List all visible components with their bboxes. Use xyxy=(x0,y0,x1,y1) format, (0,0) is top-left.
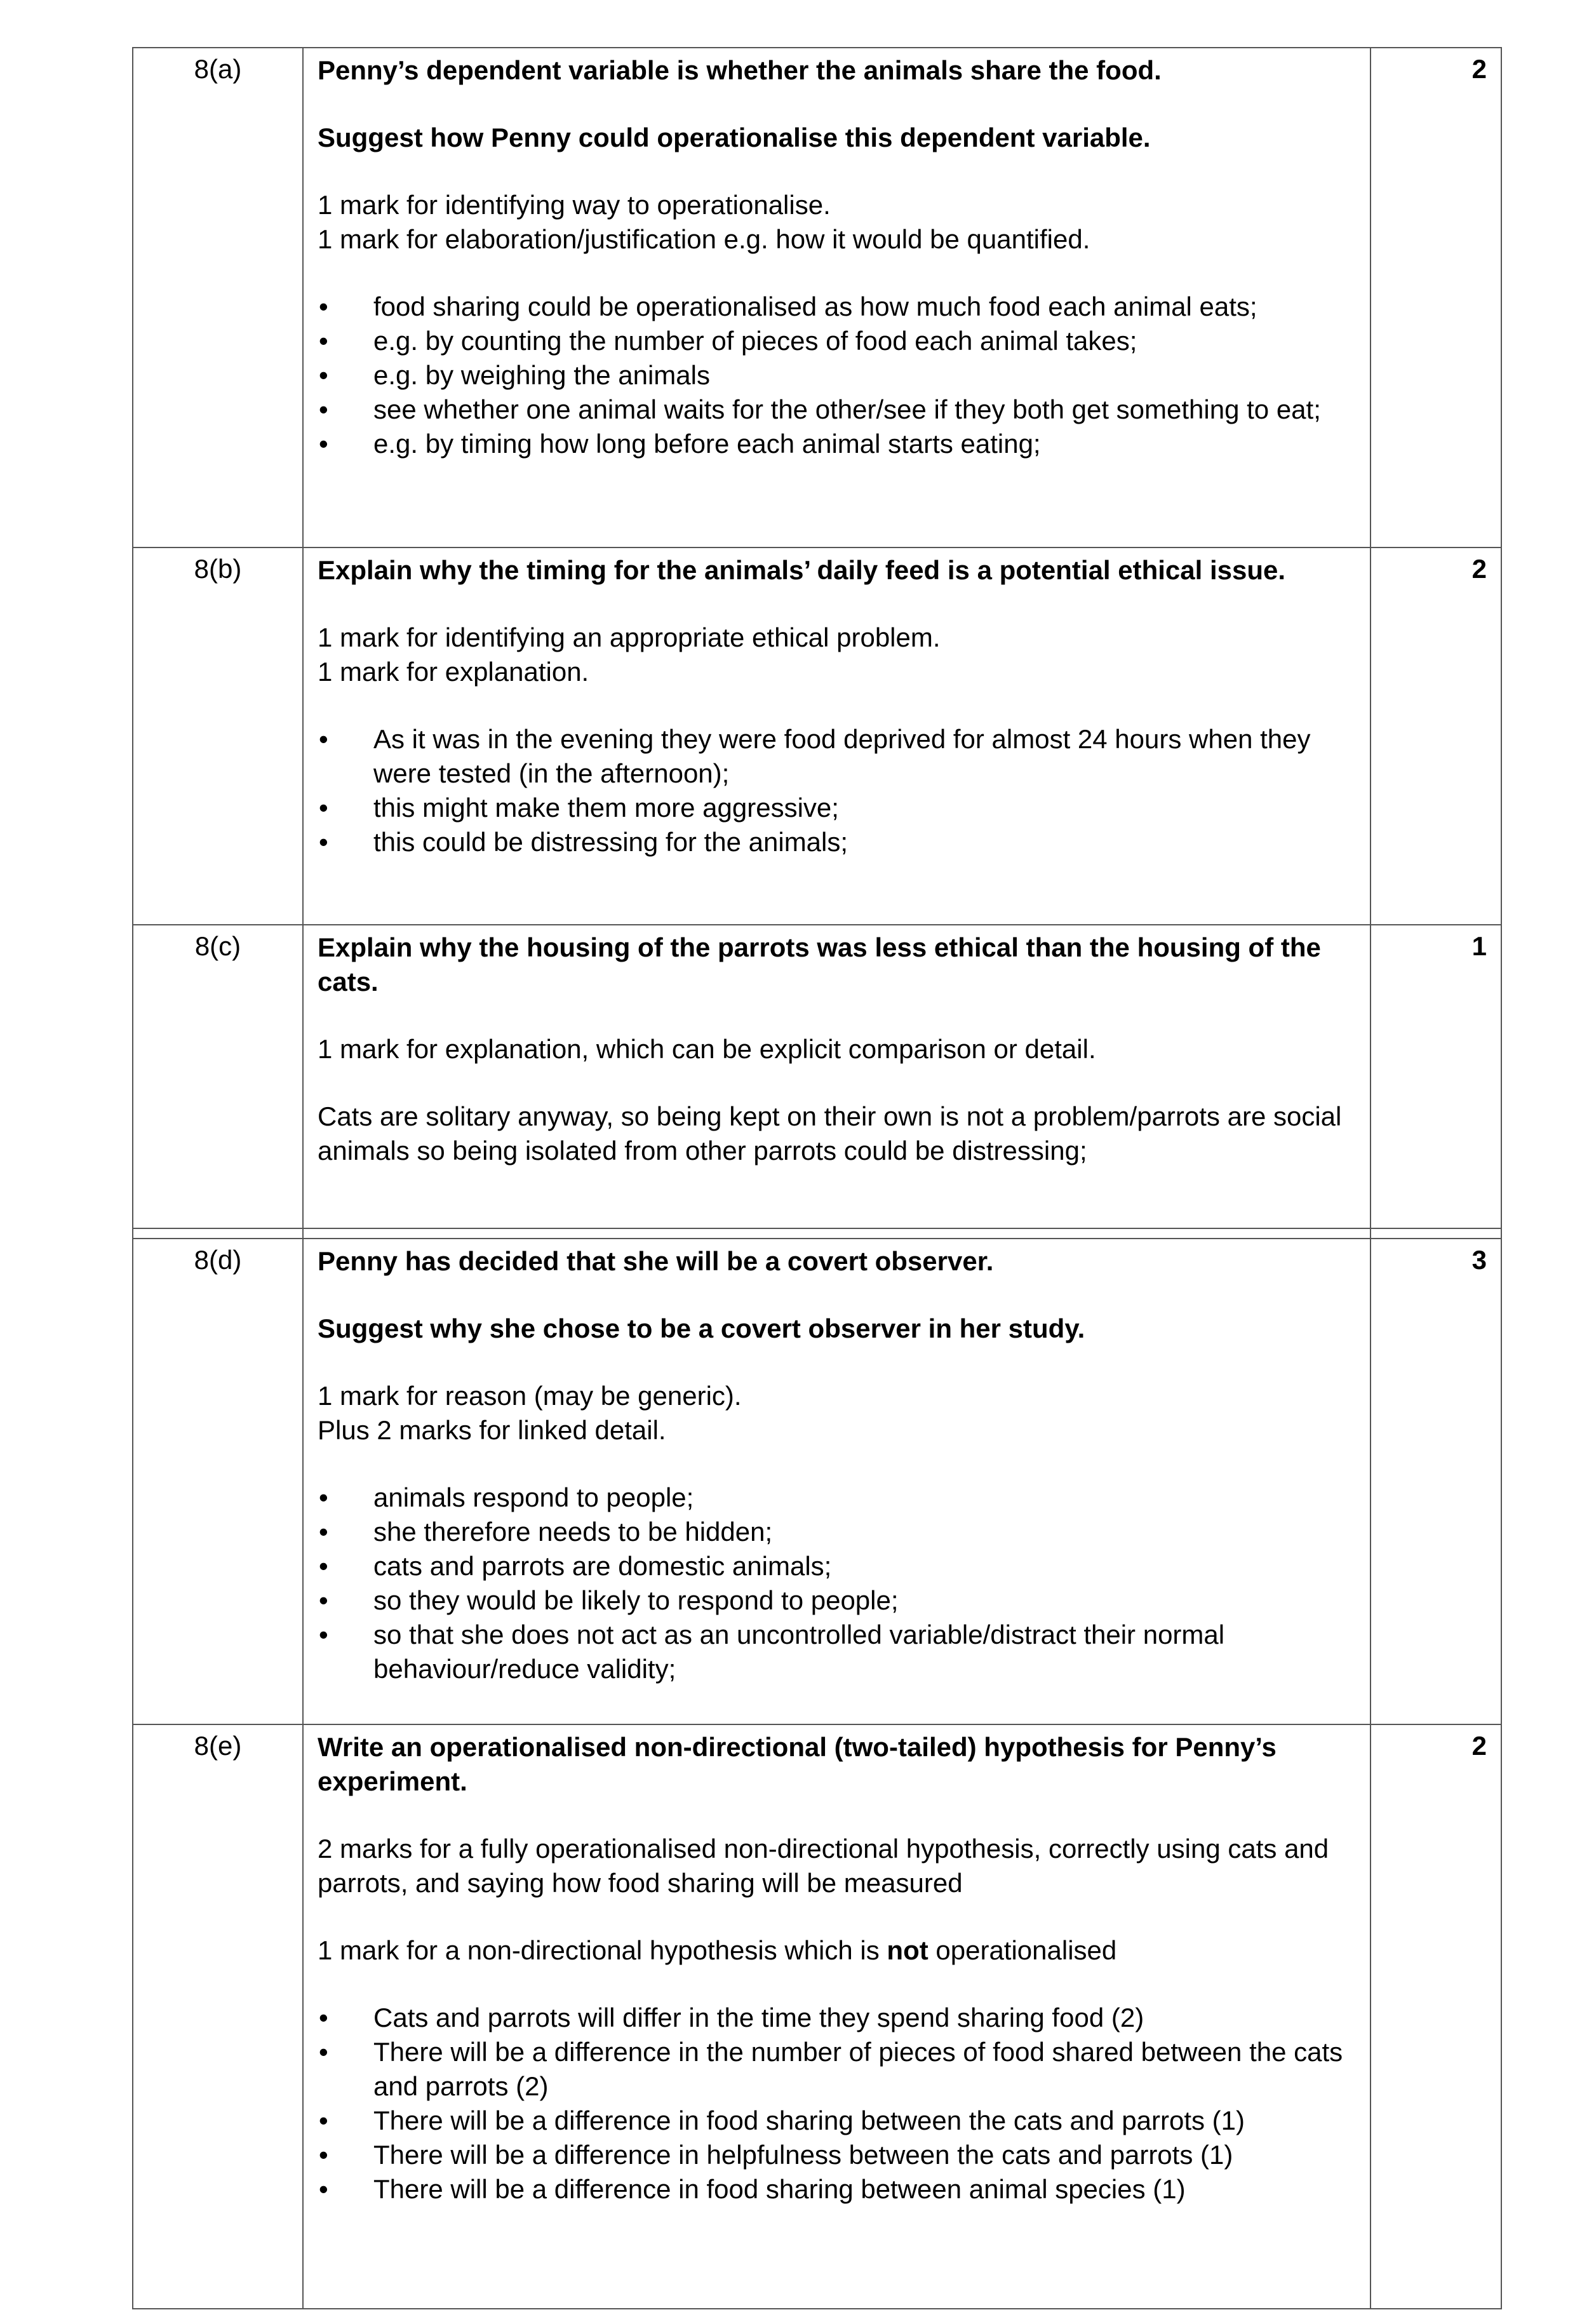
mark-scheme-row xyxy=(133,925,1501,1228)
guidance-text: 1 mark for elaboration/justification e.g. how it would be quantified. xyxy=(318,224,1090,254)
list-item: • e.g. by timing how long before each animal starts eating; xyxy=(318,427,1344,461)
answer-cell xyxy=(303,1724,1371,2309)
question-number: 8(a) xyxy=(133,48,303,547)
question-number: 8(c) xyxy=(133,925,303,1228)
question-text: Write an operationalised non-directional (two-tailed) hypothesis for Penny’s experiment. xyxy=(318,1732,1277,1796)
emphasis-not: not xyxy=(887,1935,928,1965)
question-text: Suggest why she chose to be a covert observer in her study. xyxy=(318,1313,1085,1343)
marks-value: 1 xyxy=(1371,925,1501,1228)
list-item: • animals respond to people; xyxy=(318,1481,1344,1515)
row-separator xyxy=(133,1228,1501,1239)
question-text: Penny has decided that she will be a covert observer. xyxy=(318,1246,994,1276)
answer-cell xyxy=(303,547,1371,925)
guidance-text: 1 mark for explanation, which can be explicit comparison or detail. xyxy=(318,1034,1096,1064)
marks-value: 2 xyxy=(1371,547,1501,925)
list-item: • As it was in the evening they were food deprived for almost 24 hours when they were tested (in the afternoon); xyxy=(318,722,1344,791)
mark-scheme-row xyxy=(133,48,1501,547)
answer-list xyxy=(318,2001,1344,2206)
guidance-text xyxy=(318,1933,1344,1968)
list-item: • e.g. by counting the number of pieces of food each animal takes; xyxy=(318,324,1344,358)
guidance-text: 1 mark for identifying an appropriate ethical problem. xyxy=(318,622,941,652)
answer-text: Cats are solitary anyway, so being kept on their own is not a problem/parrots are social animals so being isolated from other parrots could be distressing; xyxy=(318,1101,1342,1165)
list-item: • There will be a difference in helpfulness between the cats and parrots (1) xyxy=(318,2138,1344,2172)
marks-value: 2 xyxy=(1371,1724,1501,2309)
list-item: • this could be distressing for the animals; xyxy=(318,825,1344,859)
mark-scheme-row xyxy=(133,1239,1501,1724)
list-item: • Cats and parrots will differ in the time they spend sharing food (2) xyxy=(318,2001,1344,2035)
list-item: • she therefore needs to be hidden; xyxy=(318,1515,1344,1549)
guidance-text-part: operationalised xyxy=(928,1935,1117,1965)
list-item: • e.g. by weighing the animals xyxy=(318,358,1344,393)
list-item: • There will be a difference in food sharing between animal species (1) xyxy=(318,2172,1344,2206)
mark-scheme-row xyxy=(133,547,1501,925)
guidance-text: 2 marks for a fully operationalised non-directional hypothesis, correctly using cats and parrots, and saying how food sharing will be measured xyxy=(318,1834,1329,1898)
question-text: Explain why the timing for the animals’ daily feed is a potential ethical issue. xyxy=(318,555,1286,585)
list-item: • see whether one animal waits for the other/see if they both get something to eat; xyxy=(318,393,1344,427)
guidance-text: 1 mark for explanation. xyxy=(318,657,589,687)
answer-list xyxy=(318,290,1344,461)
mark-scheme-row xyxy=(133,1724,1501,2309)
marks-value: 2 xyxy=(1371,48,1501,547)
list-item: • There will be a difference in food sharing between the cats and parrots (1) xyxy=(318,2104,1344,2138)
question-number: 8(d) xyxy=(133,1239,303,1724)
list-item: • There will be a difference in the number of pieces of food shared between the cats and parrots (2) xyxy=(318,2035,1344,2104)
answer-list xyxy=(318,1481,1344,1686)
answer-cell xyxy=(303,925,1371,1228)
list-item: • this might make them more aggressive; xyxy=(318,791,1344,825)
marks-value: 3 xyxy=(1371,1239,1501,1724)
list-item: • so that she does not act as an uncontrolled variable/distract their normal behaviour/reduce validity; xyxy=(318,1618,1344,1686)
guidance-text-part: 1 mark for a non-directional hypothesis which is xyxy=(318,1935,887,1965)
question-text: Suggest how Penny could operationalise this dependent variable. xyxy=(318,123,1151,152)
mark-scheme-table xyxy=(132,47,1502,2309)
question-text: Penny’s dependent variable is whether the animals share the food. xyxy=(318,55,1162,85)
question-number: 8(b) xyxy=(133,547,303,925)
list-item: • so they would be likely to respond to people; xyxy=(318,1583,1344,1618)
guidance-text: Plus 2 marks for linked detail. xyxy=(318,1415,666,1445)
question-text: Explain why the housing of the parrots was less ethical than the housing of the cats. xyxy=(318,932,1321,997)
list-item: • cats and parrots are domestic animals; xyxy=(318,1549,1344,1583)
answer-cell xyxy=(303,48,1371,547)
guidance-text: 1 mark for reason (may be generic). xyxy=(318,1381,742,1411)
list-item: • food sharing could be operationalised as how much food each animal eats; xyxy=(318,290,1344,324)
answer-cell xyxy=(303,1239,1371,1724)
guidance-text: 1 mark for identifying way to operationalise. xyxy=(318,190,831,220)
answer-list xyxy=(318,722,1344,859)
question-number: 8(e) xyxy=(133,1724,303,2309)
